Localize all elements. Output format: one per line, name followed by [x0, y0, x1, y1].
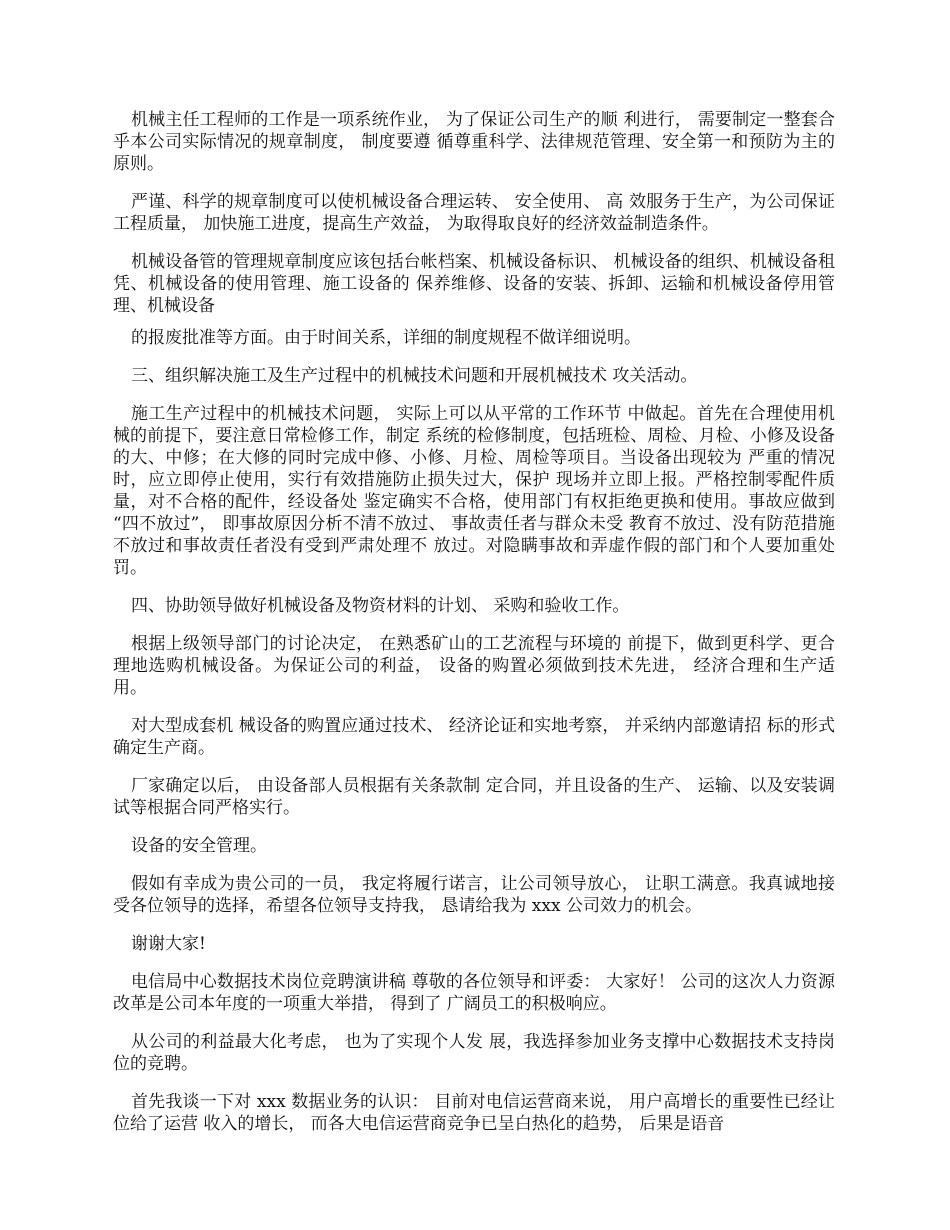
paragraph: 电信局中心数据技术岗位竞聘演讲稿 尊敬的各位领导和评委： 大家好！ 公司的这次人力资源改革是公司本年度的一项重大举措， 得到了 广阔员工的积极响应。: [113, 972, 835, 1014]
paragraph: 对大型成套机 械设备的购置应通过技术、 经济论证和实地考察， 并采纳内部邀请招 标的形式确定生产商。: [113, 716, 835, 758]
paragraph: 根据上级领导部门的讨论决定， 在熟悉矿山的工艺流程与环境的 前提下，做到更科学、更合理地选购机械设备。为保证公司的利益， 设备的购置必须做到技术先进， 经济合理和生产适用。: [113, 634, 835, 698]
document-page: [113, 109, 835, 1151]
paragraph: 从公司的利益最大化考虑， 也为了实现个人发 展，我选择参加业务支撑中心数据技术支持岗位的竞聘。: [113, 1032, 835, 1074]
paragraph: 厂家确定以后， 由设备部人员根据有关条款制 定合同，并且设备的生产、 运输、以及安装调试等根据合同严格实行。: [113, 776, 835, 818]
paragraph: 首先我谈一下对 xxx 数据业务的认识： 目前对电信运营商来说， 用户高增长的重要性已经让位给了运营 收入的增长， 而各大电信运营商竞争已呈白热化的趋势， 后果是语音: [113, 1092, 835, 1134]
paragraph: 设备的安全管理。: [131, 836, 267, 856]
paragraph: 假如有幸成为贵公司的一员， 我定将履行诺言，让公司领导放心， 让职工满意。我真诚地接受各位领导的选择，希望各位领导支持我， 恳请给我为 xxx 公司效力的机会。: [113, 874, 835, 916]
paragraph: 机械主任工程师的工作是一项系统作业， 为了保证公司生产的顺 利进行， 需要制定一整套合乎本公司实际情况的规章制度， 制度要遵 循尊重科学、法律规范管理、安全第一和预防为主的原则。: [113, 110, 835, 174]
paragraph: 严谨、科学的规章制度可以使机械设备合理运转、 安全使用、 高 效服务于生产，为公司保证工程质量， 加快施工进度，提高生产效益， 为取得取良好的经济效益制造条件。: [113, 192, 835, 234]
section-heading: 四、协助领导做好机械设备及物资材料的计划、 采购和验收工作。: [131, 596, 630, 616]
paragraph: 施工生产过程中的机械技术问题， 实际上可以从平常的工作环节 中做起。首先在合理使用机械的前提下，要注意日常检修工作，制定 系统的检修制度，包括班检、周检、月检、小修及设备的大、中修；在大修的同时完成中修、小修、月检、周检等项目。当设备出现较为 严重的情况时，应立即停止使用，实行有效措施防止损失过大，保护 现场并立即上报。严格控制零配件质量，对不合格的配件，经设备处 鉴定确实不合格，使用部门有权拒绝更换和使用。事故应做到 “四不放过”， 即事故原因分析不清不放过、 事故责任者与群众未受 教育不放过、没有防范措施不放过和事故责任者没有受到严肃处理不 放过。对隐瞒事故和弄虚作假的部门和个人要加重处罚。: [113, 404, 835, 578]
section-heading: 三、组织解决施工及生产过程中的机械技术问题和开展机械技术 攻关活动。: [131, 366, 698, 386]
paragraph: 谢谢大家!: [131, 934, 206, 954]
paragraph: 机械设备管的管理规章制度应该包括台帐档案、机械设备标识、 机械设备的组织、机械设备租凭、机械设备的使用管理、施工设备的 保养维修、设备的安装、拆卸、运输和机械设备停用管理、机械设备: [113, 252, 835, 316]
paragraph: 的报废批准等方面。由于时间关系，详细的制度规程不做详细说明。: [131, 328, 641, 348]
